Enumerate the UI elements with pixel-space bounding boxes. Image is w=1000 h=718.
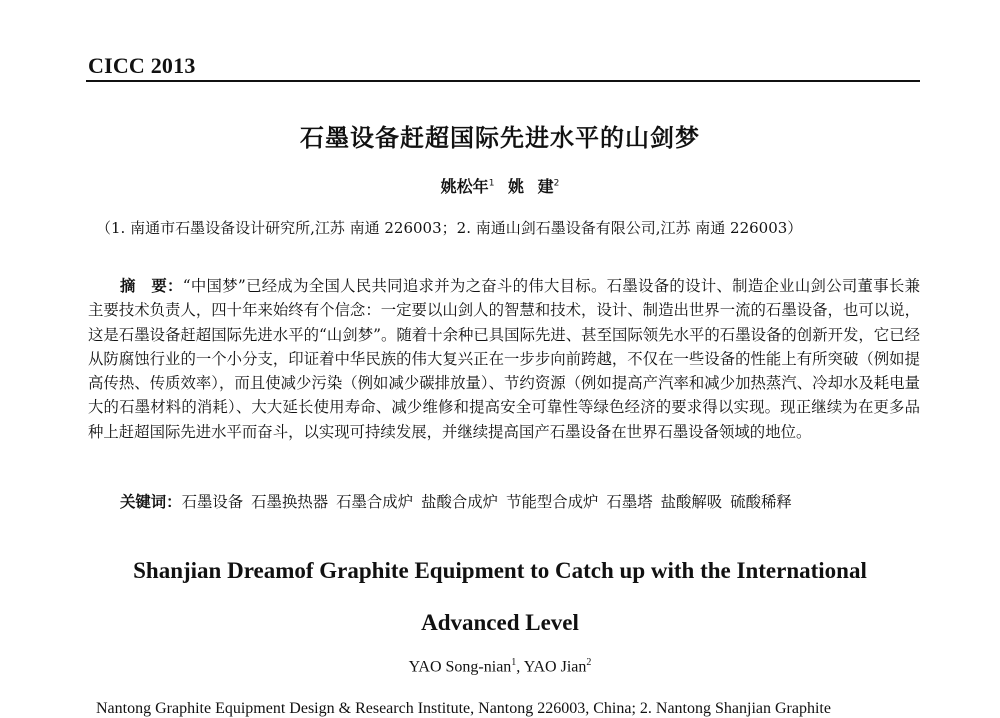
abstract-label: 摘 要：: [120, 277, 183, 295]
chinese-keywords: [120, 490, 920, 512]
english-affiliation: Nantong Graphite Equipment Design & Research Institute, Nantong 226003, China; 2. Nantong Shanjian Graphite: [96, 700, 831, 717]
chinese-title: 石墨设备赶超国际先进水平的山剑梦: [300, 124, 700, 152]
author-name: 姚 建: [508, 177, 554, 196]
author-affiliation-mark: 2: [586, 657, 592, 668]
author-affiliation-mark: 1: [488, 178, 495, 189]
author-separator: ,: [516, 658, 524, 676]
keyword: 石墨塔: [606, 493, 653, 511]
english-title-line-2: Advanced Level: [421, 610, 579, 635]
running-header: [86, 52, 920, 82]
chinese-affiliation: （1. 南通市石墨设备设计研究所,江苏 南通 226003；2. 南通山剑石墨设备有限公司,江苏 南通 226003）: [96, 219, 803, 237]
author-affiliation-mark: 1: [511, 657, 517, 668]
author-name: YAO Jian: [523, 658, 587, 676]
keyword: 石墨合成炉: [336, 493, 414, 511]
keyword: 石墨设备: [181, 493, 244, 511]
keyword: 硫酸稀释: [730, 493, 792, 511]
author-name: YAO Song-nian: [408, 658, 512, 676]
keyword: 盐酸合成炉: [421, 493, 499, 511]
conference-label: CICC 2013: [88, 53, 196, 78]
keywords-label: 关键词：: [120, 493, 182, 511]
chinese-abstract: [88, 274, 920, 444]
english-authors: [0, 657, 1000, 676]
chinese-authors: [0, 174, 1000, 197]
keyword: 盐酸解吸: [660, 493, 723, 511]
abstract-text: “中国梦”已经成为全国人民共同追求并为之奋斗的伟大目标。石墨设备的设计、制造企业山剑公司董事长兼主要技术负责人，四十年来始终有个信念：一定要以山剑人的智慧和技术，设计、制造出世界一流的石墨设备，也可以说，这是石墨设备赶超国际先进水平的“山剑梦”。随着十余种已具国际先进、甚至国际领先水平的石墨设备的创新开发，它已经从防腐蚀行业的一个小分支，印证着中华民族的伟大复兴正在一步步向前跨越，不仅在一些设备的性能上有所突破（例如提高传热、传质效率），而且使减少污染（例如减少碳排放量）、节约资源（例如提高产汽率和减少加热蒸汽、冷却水及耗电量大的石墨材料的消耗）、大大延长使用寿命、减少维修和提高安全可靠性等绿色经济的要求得以实现。现正继续为在更多品种上赶超国际先进水平而奋斗，以实现可持续发展，并继续提高国产石墨设备在世界石墨设备领域的地位。: [88, 277, 920, 441]
english-title-line-1: Shanjian Dreamof Graphite Equipment to Catch up with the International: [133, 558, 867, 583]
author-affiliation-mark: 2: [553, 178, 560, 189]
keyword: 节能型合成炉: [506, 493, 599, 511]
keyword: 石墨换热器: [251, 493, 329, 511]
author-name: 姚松年: [440, 177, 489, 196]
